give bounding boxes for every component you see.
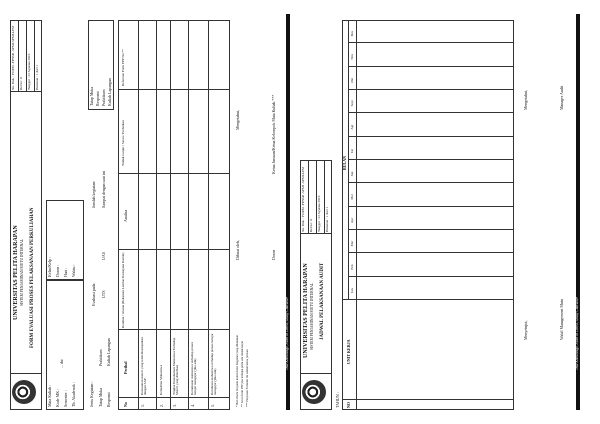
month-header: Feb — [350, 264, 354, 270]
schedule-table — [342, 20, 514, 410]
table-row-no: 5. — [210, 404, 215, 407]
note-2: ** Isi no form PPP jika terdapat perlu ada tindak lanjut — [240, 340, 244, 407]
col-kendala: Kendala / Alasan (Rekaman Lembar Kemajuan Kuliah) — [121, 252, 125, 328]
month-header: Sept — [350, 100, 354, 107]
system-name: SISTEM PENJAMINAN MUTU INTERNAL — [310, 283, 314, 350]
col-bulan: BULAN — [342, 155, 347, 170]
summary-tatap-muka: Tatap Muka — [89, 86, 94, 106]
field-dosen: Dosen : — [55, 264, 60, 277]
tatap-muka-label: Tatap Muka — [98, 387, 103, 407]
university-logo-icon — [302, 380, 326, 404]
field-tahun-akademik: Th. Akademik : — [71, 382, 76, 407]
meta-date: Tanggal : 22 Agustus 2016 — [27, 53, 31, 90]
meta-page: Halaman : 1 dari 1 — [35, 64, 39, 90]
month-header: Mar — [350, 240, 354, 247]
evaluasi-label: Evaluasi pada: — [91, 282, 96, 306]
col-unit-kerja: UNIT KERJA — [346, 339, 351, 364]
table-row-no: 2. — [159, 404, 164, 407]
note-1: * Beri check list pada kolom Jenis Kegiatan yang dilakukan — [235, 335, 239, 407]
col-no: NO — [346, 402, 351, 408]
tahun-label: TAHUN : — [335, 392, 340, 408]
note-3: *** Penyusun Formulir ini adalah ketua jurusan — [245, 349, 249, 407]
sampai-label: Sampai dengan saat ini — [101, 171, 106, 208]
field-semester: Semester : — [63, 390, 68, 407]
uas-label: UAS — [101, 251, 106, 260]
responsi-label: Responsi — [106, 392, 111, 407]
month-header: Nov — [350, 53, 354, 60]
audit-schedule — [300, 14, 585, 410]
meta-page: Halaman : 1 dari 1 — [325, 206, 329, 232]
form-title: FORM EVALUASI PROSES PELAKSANAAN PERKULIAHAN — [30, 207, 35, 348]
footer-bar — [286, 14, 290, 410]
table-row-no: 4. — [190, 404, 195, 407]
col-analisa: Analisa — [123, 209, 128, 222]
field-fill: ... dst — [59, 359, 64, 368]
jenis-kegiatan-label: Jenis Kegiatan : — [89, 381, 94, 407]
university-logo-icon — [12, 380, 36, 404]
summary-kuliah-lapangan: Kuliah Lapangan — [107, 78, 112, 106]
kuliah-lapangan-label: Kuliah Lapangan — [106, 338, 111, 366]
mengetahui-label: Mengetahui, — [235, 109, 240, 130]
col-tindak-lanjut: Tindak Lanjut / Saran / Perbaikan — [121, 120, 125, 166]
footer-motto: True Knowledge, Faith in Christ, Godly Character — [285, 296, 289, 370]
table-row-text: Kehadiran Mahasiswa — [159, 364, 163, 395]
table-row-text: Kelulusan mahasiswa terhadap proses belajar mengajar (jika ada) — [210, 333, 218, 395]
meta-doc: No. Dok. : FORM -FPNSR -SPMI -SPMI-LPM — [301, 166, 305, 232]
jumlah-kegiatan-label: Jumlah kegiatan: — [91, 180, 96, 208]
ketua-signature-label: Ketua Jurusan/Ketua Kelompok Mata Kuliah *** — [271, 94, 276, 174]
university-name: UNIVERSITAS PELITA HARAPAN — [303, 263, 309, 358]
field-kelas: Kelas/Kelp : — [47, 256, 52, 277]
system-name: SISTEM PENJAMINAN MUTU INTERNAL — [20, 239, 24, 306]
col-perihal: Perihal — [123, 361, 128, 374]
table-row-text: Kesesuaian materi yang telah disampaikan dengan SAP — [140, 337, 148, 395]
uts-label: UTS — [101, 290, 106, 298]
footer-bar — [576, 14, 580, 410]
schedule-title: JADWAL PELAKSANAAN AUDIT — [320, 262, 325, 340]
field-kode-mk: Kode MK : — [55, 388, 60, 407]
university-name: UNIVERSITAS PELITA HARAPAN — [13, 225, 19, 320]
month-header: Agt — [350, 124, 354, 130]
summary-responsi: Responsi — [95, 91, 100, 106]
summary-praktikum: Praktikum — [101, 89, 106, 106]
month-header: Apr — [350, 217, 354, 223]
dosen-signature-label: Dosen — [271, 249, 276, 260]
meta-rev: Revisi : 0 — [19, 77, 23, 90]
manager-audit-label: Manager Audit — [559, 85, 564, 110]
month-header: Jan — [350, 288, 354, 293]
praktikum-label: Praktikum — [98, 349, 103, 366]
evaluation-form — [10, 14, 295, 410]
month-header: Okt — [350, 77, 354, 83]
table-row-no: 3. — [172, 404, 177, 407]
mengetahui-label: Mengetahui, — [523, 89, 528, 110]
wakil-signature-label: Wakil Management Mutu — [559, 298, 564, 340]
field-mata-kuliah: Mata Kuliah : — [47, 384, 52, 407]
month-header: Mei — [350, 194, 354, 200]
field-waktu: Waktu : — [71, 264, 76, 277]
col-referensi: Referensi Form PPP No ** — [121, 49, 125, 86]
table-row-text: Tingkat Pemahaman Mahasiswa Terhadap Materi yang diberikan — [172, 337, 180, 395]
month-header: Jul — [350, 149, 354, 153]
meta-doc: No. Dok. : FORM -FPNSR -SPMI-SPMI-LPM — [11, 25, 15, 90]
month-header: Des — [350, 31, 354, 37]
col-no: No — [123, 402, 128, 407]
menyetujui-label: Menyetujui, — [523, 320, 528, 340]
table-row-no: 1. — [140, 404, 145, 407]
table-row-text: Ketuntasan mahasiswa terhadap proses belajar mengajar (jika ada) — [190, 341, 198, 395]
meta-rev: Revisi : 0 — [309, 219, 313, 232]
meta-date: Tanggal : 22 Agustus 2016 — [317, 195, 321, 232]
footer-motto: True Knowledge, Faith in Christ, Godly Character — [575, 296, 579, 370]
dibuat-oleh-label: Dibuat oleh, — [235, 240, 240, 260]
month-header: Jun — [350, 171, 354, 177]
field-hari: Hari : — [63, 267, 68, 277]
